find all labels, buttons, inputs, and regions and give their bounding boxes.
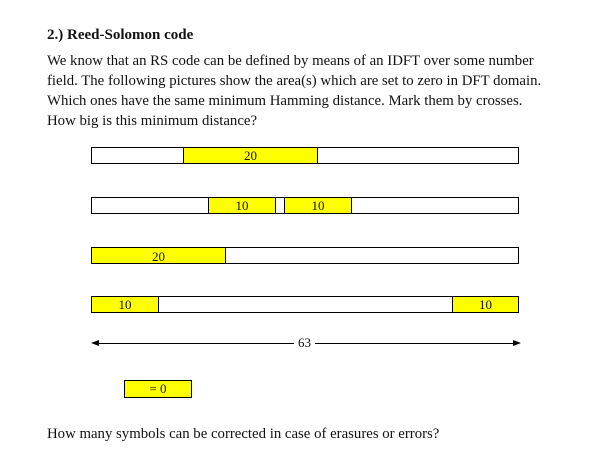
problem-line: field. The following pictures show the area(s) which are set to zero in DFT domain. [47,73,542,89]
length-label: 63 [294,335,315,351]
legend-zero-box: = 0 [124,380,192,398]
segment-label: 10 [118,297,132,312]
section-title: 2.) Reed-Solomon code [47,27,194,43]
segment-label: 20 [244,148,257,163]
segment-label: 10 [311,198,325,213]
zero-segment-1a [183,147,318,164]
segment-label: 20 [152,249,165,264]
problem-line: Which ones have the same minimum Hamming distance. Mark them by crosses. [47,93,523,109]
zero-segment-4b [452,296,519,313]
zero-segment-2b [284,197,352,214]
zero-segment-2a [208,197,276,214]
arrow-left-icon [91,340,99,346]
problem-line: We know that an RS code can be defined by means of an IDFT over some number [47,53,534,69]
question-text: How many symbols can be corrected in case of erasures or errors? [47,426,440,442]
problem-line: How big is this minimum distance? [47,113,258,129]
segment-label: 10 [479,297,492,312]
segment-label: 10 [235,198,249,213]
problem-text [47,51,577,131]
arrow-right-icon [513,340,521,346]
zero-segment-4a [91,296,159,313]
zero-segment-3a [91,247,226,264]
